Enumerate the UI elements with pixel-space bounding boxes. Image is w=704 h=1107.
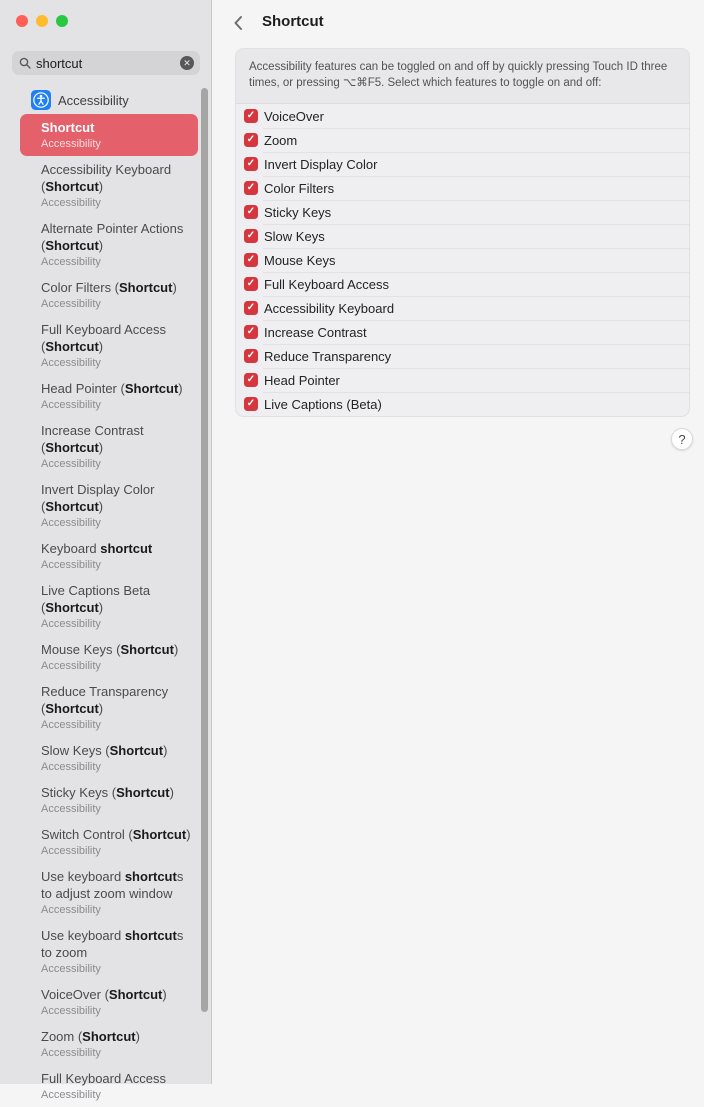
result-title: Shortcut xyxy=(41,120,95,135)
feature-checkbox[interactable]: ✓ xyxy=(244,373,258,387)
result-title: Sticky Keys (Shortcut) xyxy=(41,785,174,800)
result-title: Accessibility Keyboard (Shortcut) xyxy=(41,162,172,194)
feature-label[interactable]: Zoom xyxy=(264,132,298,148)
result-subtitle: Accessibility xyxy=(41,963,101,975)
search-result-item[interactable] xyxy=(20,981,198,1023)
feature-row[interactable] xyxy=(236,128,689,152)
feature-label[interactable]: Reduce Transparency xyxy=(264,348,392,364)
result-subtitle: Accessibility xyxy=(41,660,101,672)
result-title: Color Filters (Shortcut) xyxy=(41,280,177,295)
feature-label[interactable]: Live Captions (Beta) xyxy=(264,396,382,412)
search-result-item[interactable] xyxy=(20,1023,198,1065)
feature-checkbox[interactable]: ✓ xyxy=(244,133,258,147)
feature-label[interactable]: Mouse Keys xyxy=(264,252,336,268)
search-result-item[interactable] xyxy=(20,821,198,863)
feature-row[interactable] xyxy=(236,176,689,200)
features-card xyxy=(235,48,690,417)
feature-label[interactable]: Full Keyboard Access xyxy=(264,276,390,292)
feature-row[interactable] xyxy=(236,200,689,224)
result-subtitle: Accessibility xyxy=(41,845,101,857)
feature-row[interactable] xyxy=(236,104,689,128)
search-result-item[interactable] xyxy=(20,779,198,821)
traffic-lights xyxy=(16,15,68,27)
result-subtitle: Accessibility xyxy=(41,1005,101,1017)
main-header xyxy=(213,0,704,46)
close-window-button[interactable] xyxy=(16,15,28,27)
result-subtitle: Accessibility xyxy=(41,559,101,571)
feature-checkbox[interactable]: ✓ xyxy=(244,397,258,411)
search-icon xyxy=(19,57,31,69)
feature-checkbox[interactable]: ✓ xyxy=(244,229,258,243)
sidebar-scrollbar[interactable] xyxy=(201,88,208,1012)
feature-row[interactable] xyxy=(236,320,689,344)
search-results xyxy=(20,114,198,1107)
result-subtitle: Accessibility xyxy=(41,357,101,369)
feature-row[interactable] xyxy=(236,296,689,320)
search-result-item[interactable] xyxy=(20,375,198,417)
result-subtitle: Accessibility xyxy=(41,803,101,815)
result-subtitle: Accessibility xyxy=(41,256,101,268)
search-result-item[interactable] xyxy=(20,316,198,375)
clear-search-icon[interactable]: ✕ xyxy=(180,56,194,70)
result-subtitle: Accessibility xyxy=(41,1047,101,1059)
main-panel xyxy=(213,0,704,1084)
feature-label[interactable]: VoiceOver xyxy=(264,108,324,124)
result-subtitle: Accessibility xyxy=(41,904,101,916)
feature-row[interactable] xyxy=(236,224,689,248)
result-title: Full Keyboard Access xyxy=(41,1071,167,1086)
search-input[interactable] xyxy=(36,56,180,71)
feature-checkbox[interactable]: ✓ xyxy=(244,157,258,171)
result-title: Use keyboard shortcuts to adjust zoom window xyxy=(41,869,184,901)
result-subtitle: Accessibility xyxy=(41,458,101,470)
search-result-item[interactable] xyxy=(20,114,198,156)
result-title: Mouse Keys (Shortcut) xyxy=(41,642,179,657)
sidebar xyxy=(0,0,212,1101)
result-subtitle: Accessibility xyxy=(41,1089,101,1101)
search-result-item[interactable] xyxy=(20,476,198,535)
chevron-left-icon xyxy=(233,15,243,31)
feature-label[interactable]: Head Pointer xyxy=(264,372,340,388)
feature-label[interactable]: Sticky Keys xyxy=(264,204,332,220)
search-result-item[interactable] xyxy=(20,636,198,678)
feature-row[interactable] xyxy=(236,152,689,176)
feature-label[interactable]: Invert Display Color xyxy=(264,156,378,172)
search-result-item[interactable] xyxy=(20,417,198,476)
feature-checkbox[interactable]: ✓ xyxy=(244,325,258,339)
feature-checkbox[interactable]: ✓ xyxy=(244,349,258,363)
result-title: Live Captions Beta (Shortcut) xyxy=(41,583,151,615)
feature-row[interactable] xyxy=(236,368,689,392)
minimize-window-button[interactable] xyxy=(36,15,48,27)
feature-row[interactable] xyxy=(236,344,689,368)
result-subtitle: Accessibility xyxy=(41,761,101,773)
feature-label[interactable]: Increase Contrast xyxy=(264,324,367,340)
result-title: Increase Contrast (Shortcut) xyxy=(41,423,144,455)
result-title: Zoom (Shortcut) xyxy=(41,1029,140,1044)
result-title: Use keyboard shortcuts to zoom xyxy=(41,928,184,960)
result-subtitle: Accessibility xyxy=(41,138,101,150)
feature-checkbox[interactable]: ✓ xyxy=(244,181,258,195)
result-subtitle: Accessibility xyxy=(41,517,101,529)
search-result-item[interactable] xyxy=(20,737,198,779)
result-title: Slow Keys (Shortcut) xyxy=(41,743,168,758)
result-subtitle: Accessibility xyxy=(41,399,101,411)
feature-checkbox[interactable]: ✓ xyxy=(244,277,258,291)
feature-label[interactable]: Color Filters xyxy=(264,180,335,196)
search-group-accessibility[interactable] xyxy=(31,90,129,110)
feature-label[interactable]: Accessibility Keyboard xyxy=(264,300,395,316)
result-title: Alternate Pointer Actions (Shortcut) xyxy=(41,221,184,253)
back-button[interactable] xyxy=(228,13,248,33)
result-title: Reduce Transparency (Shortcut) xyxy=(41,684,169,716)
feature-checkbox[interactable]: ✓ xyxy=(244,109,258,123)
search-result-item[interactable] xyxy=(20,215,198,274)
help-button[interactable]: ? xyxy=(671,428,693,450)
result-title: Full Keyboard Access (Shortcut) xyxy=(41,322,167,354)
result-title: VoiceOver (Shortcut) xyxy=(41,987,167,1002)
search-result-item[interactable] xyxy=(20,535,198,577)
search-result-item[interactable] xyxy=(20,678,198,737)
result-title: Invert Display Color (Shortcut) xyxy=(41,482,155,514)
features-description: Accessibility features can be toggled on and off by quickly pressing Touch ID three times, or pressing ⌥⌘F5. Select which features to toggle on and off: xyxy=(236,49,689,104)
result-subtitle: Accessibility xyxy=(41,197,101,209)
feature-list xyxy=(236,104,689,416)
result-title: Keyboard shortcut xyxy=(41,541,153,556)
search-result-item[interactable] xyxy=(20,922,198,981)
feature-row[interactable] xyxy=(236,272,689,296)
search-group-label: Accessibility xyxy=(58,92,129,108)
feature-checkbox[interactable]: ✓ xyxy=(244,205,258,219)
feature-checkbox[interactable]: ✓ xyxy=(244,301,258,315)
result-subtitle: Accessibility xyxy=(41,719,101,731)
feature-checkbox[interactable]: ✓ xyxy=(244,253,258,267)
search-result-item[interactable] xyxy=(20,1065,198,1107)
result-subtitle: Accessibility xyxy=(41,618,101,630)
result-title: Head Pointer (Shortcut) xyxy=(41,381,183,396)
search-result-item[interactable] xyxy=(20,863,198,922)
result-title: Switch Control (Shortcut) xyxy=(41,827,191,842)
feature-row[interactable] xyxy=(236,248,689,272)
feature-row[interactable] xyxy=(236,392,689,416)
feature-label[interactable]: Slow Keys xyxy=(264,228,325,244)
zoom-window-button[interactable] xyxy=(56,15,68,27)
page-title: Shortcut xyxy=(262,13,324,30)
search-result-item[interactable] xyxy=(20,577,198,636)
result-subtitle: Accessibility xyxy=(41,298,101,310)
accessibility-app-icon xyxy=(31,90,51,110)
search-result-item[interactable] xyxy=(20,156,198,215)
search-result-item[interactable] xyxy=(20,274,198,316)
search-field[interactable] xyxy=(12,51,200,75)
